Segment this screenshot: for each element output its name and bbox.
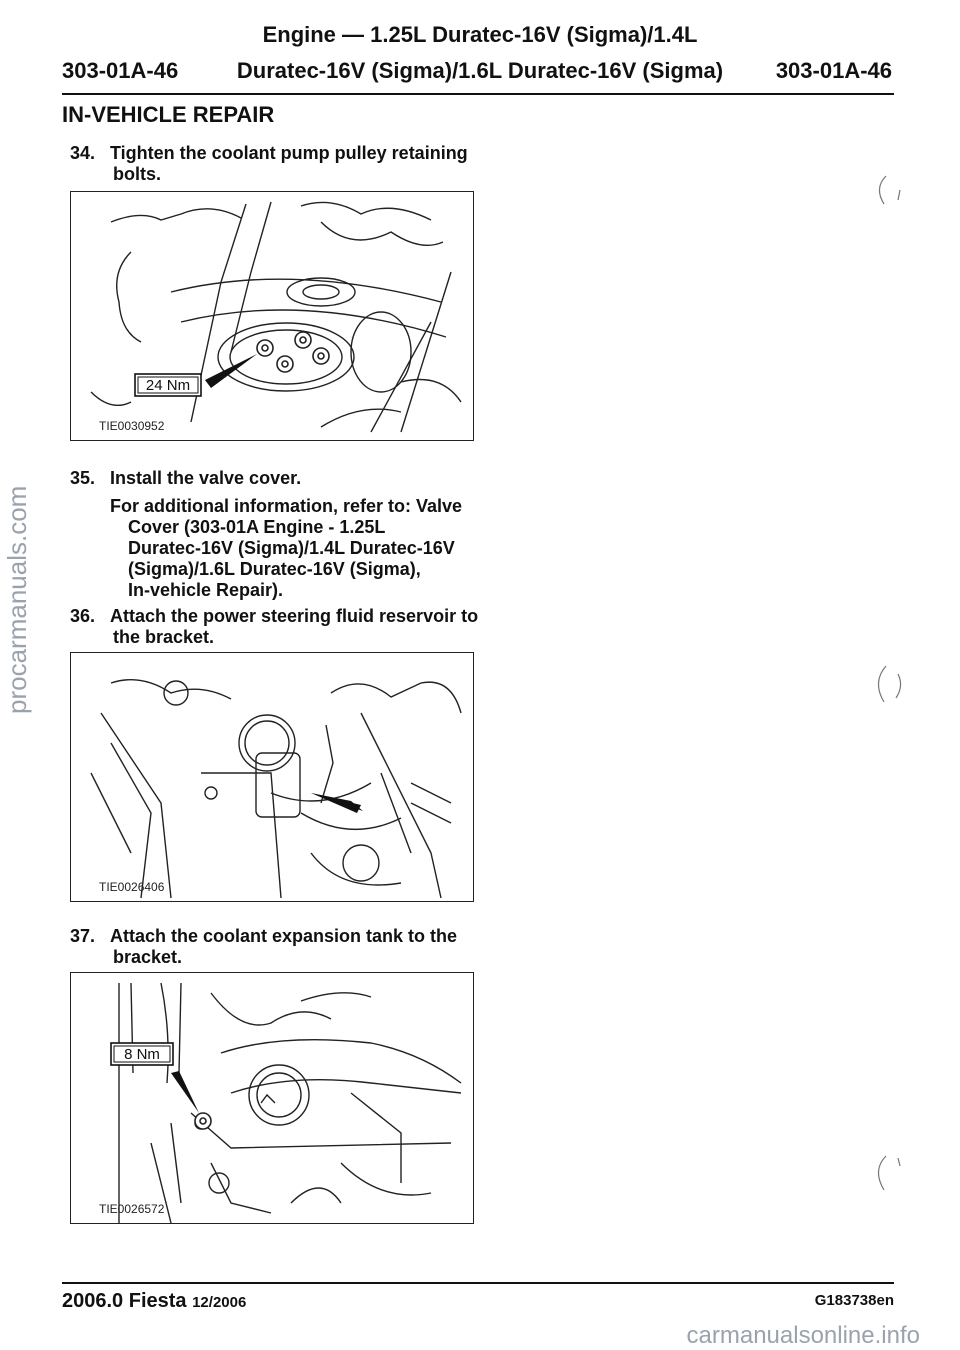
step-text-cont: bracket. — [113, 947, 183, 967]
reference-line: Cover (303-01A Engine - 1.25L — [128, 517, 386, 537]
step-text: Attach the power steering fluid reservoir to — [110, 606, 479, 626]
figure-coolant-pump-pulley — [70, 191, 474, 441]
step-number: 36. — [70, 606, 96, 626]
arrow-icon — [205, 354, 257, 388]
header-title: Engine — 1.25L Duratec-16V (Sigma)/1.4L — [262, 22, 698, 47]
engine-illustration-1 — [71, 192, 473, 440]
figure-code: TIE0026406 — [99, 880, 165, 894]
watermark-bottom: carmanualsonline.info — [686, 1322, 920, 1349]
step-number: 35. — [70, 468, 96, 488]
footer-date: 12/2006 — [192, 1294, 247, 1311]
step-text: Tighten the coolant pump pulley retaining — [110, 143, 468, 163]
figure-coolant-expansion-tank — [70, 972, 474, 1224]
step-text: Install the valve cover. — [110, 468, 302, 488]
reference-line: In-vehicle Repair). — [128, 580, 284, 600]
footer-divider — [62, 1282, 894, 1284]
step-34 — [70, 143, 490, 185]
torque-label: 24 Nm — [145, 377, 191, 394]
engine-illustration-2 — [71, 653, 473, 901]
section-title: IN-VEHICLE REPAIR — [62, 102, 275, 127]
figure-code: TIE0030952 — [99, 419, 165, 433]
arrow-icon — [311, 793, 361, 813]
reference-line: Duratec-16V (Sigma)/1.4L Duratec-16V — [128, 538, 455, 558]
header-row — [0, 48, 960, 83]
torque-label: 8 Nm — [124, 1046, 160, 1063]
binding-hole-mark — [870, 170, 910, 210]
engine-illustration-3 — [71, 973, 473, 1223]
figure-power-steering-reservoir — [70, 652, 474, 902]
page-number-left: 303-01A-46 — [62, 58, 179, 83]
reference-line: (Sigma)/1.6L Duratec-16V (Sigma), — [128, 559, 421, 579]
footer-model — [62, 1290, 246, 1313]
footer-doc-id: G183738en — [814, 1292, 894, 1309]
page-number-right: 303-01A-46 — [775, 58, 892, 83]
header-subtitle: Duratec-16V (Sigma)/1.6L Duratec-16V (Sigma) — [236, 58, 724, 83]
step-35 — [70, 468, 490, 489]
step-number: 37. — [70, 926, 96, 946]
step-text-cont: bolts. — [113, 164, 161, 184]
arrow-icon — [171, 1071, 199, 1113]
step-text-cont: the bracket. — [113, 627, 215, 647]
figure-code: TIE0026572 — [99, 1202, 165, 1216]
binding-hole-mark — [870, 1150, 910, 1196]
step-number: 34. — [70, 143, 96, 163]
step-text: Attach the coolant expansion tank to the — [110, 926, 458, 946]
reference-line: For additional information, refer to: Valve — [110, 496, 463, 516]
binding-hole-mark — [870, 660, 910, 708]
step-37 — [70, 926, 490, 968]
watermark-left: procarmanuals.com — [2, 485, 32, 715]
header-divider — [62, 93, 894, 95]
reference-note — [110, 496, 490, 601]
step-36 — [70, 606, 490, 648]
footer-model-name: 2006.0 Fiesta — [62, 1290, 187, 1312]
